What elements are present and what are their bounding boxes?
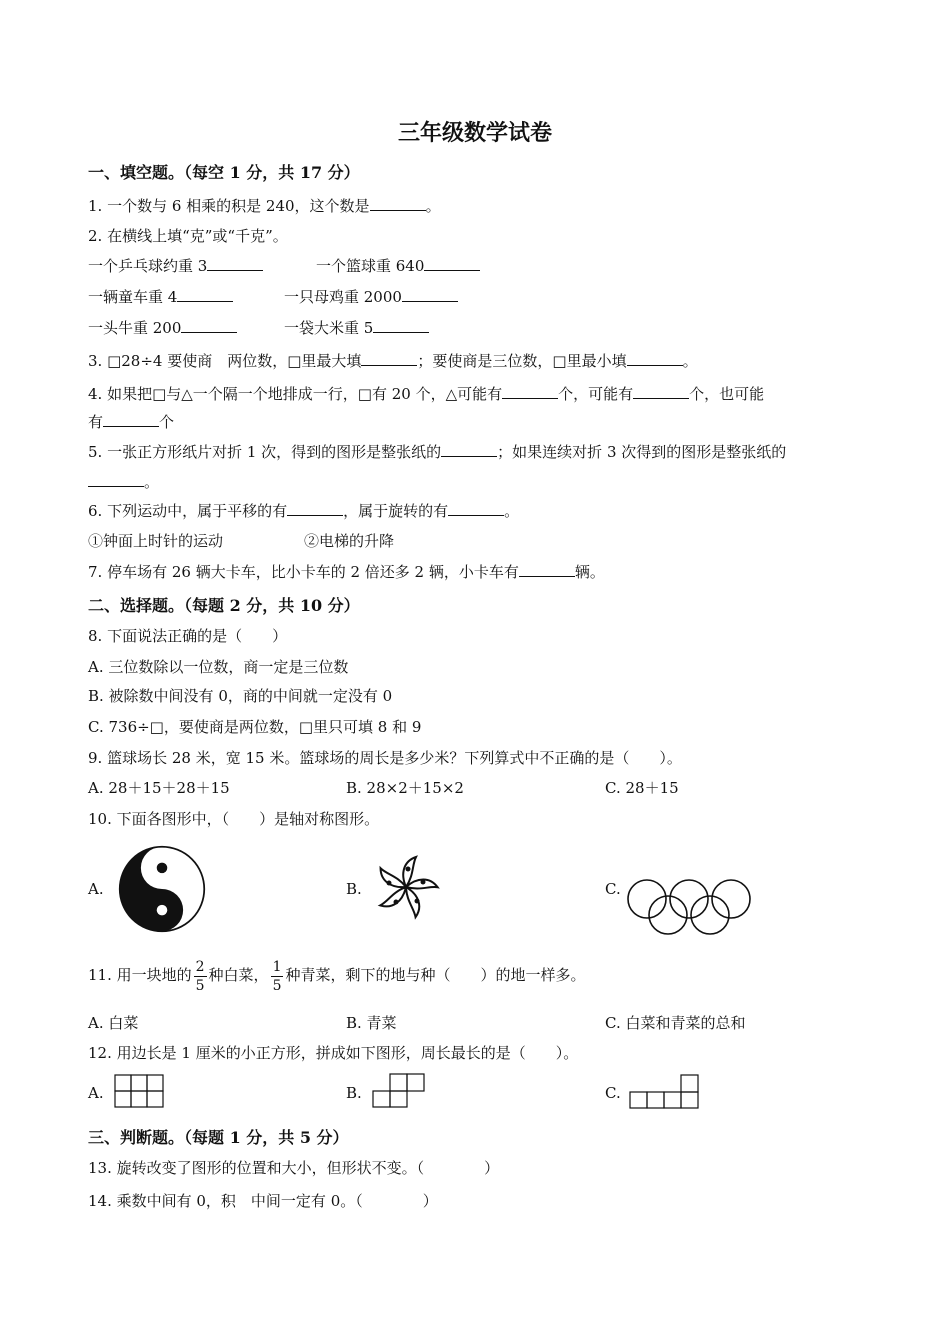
q8-option-c[interactable]: C. 736÷□，要使商是两位数，□里只可填 8 和 9 — [88, 718, 422, 736]
q2-item-6-blank[interactable] — [373, 318, 429, 333]
q3-text-b: ；要使商是三位数，□里最小填 — [417, 352, 627, 370]
question-7 — [88, 562, 605, 582]
fraction-1-denominator: 5 — [195, 977, 205, 994]
q2-item-4-blank[interactable] — [402, 287, 458, 302]
grid-shape-a — [114, 1074, 166, 1110]
q6-blank-1[interactable] — [287, 501, 343, 516]
q6-option-2: ②电梯的升降 — [304, 532, 395, 550]
q5-text-b: ；如果连续对折 3 次得到的图形是整张纸的 — [497, 443, 787, 461]
q11-option-b[interactable]: B. 青菜 — [346, 1014, 397, 1032]
q12-option-a[interactable]: A. — [88, 1084, 104, 1102]
q9-option-c[interactable]: C. 28＋15 — [605, 779, 679, 797]
grid-shape-c — [629, 1073, 701, 1111]
question-5 — [88, 442, 786, 462]
question-8: 8. 下面说法正确的是（ ） — [88, 627, 288, 645]
q5-text-a: 5. 一张正方形纸片对折 1 次，得到的图形是整张纸的 — [88, 443, 442, 461]
q4-text-e: 个 — [159, 413, 175, 431]
q2-item-5-blank[interactable] — [181, 318, 237, 333]
question-2: 2. 在横线上填“克”或“千克”。 — [88, 227, 288, 245]
olympic-rings-figure — [626, 877, 752, 937]
question-3 — [88, 351, 698, 371]
q3-end: 。 — [682, 352, 698, 370]
q2-item-2 — [316, 256, 480, 276]
q4-text-a: 4. 如果把□与△一个隔一个地排成一行，□有 20 个，△可能有 — [88, 385, 503, 403]
q12-option-b[interactable]: B. — [346, 1084, 362, 1102]
section-choice: 二、选择题。（每题 2 分，共 10 分） — [88, 596, 360, 615]
yin-yang-figure — [118, 845, 206, 933]
question-9: 9. 篮球场长 28 米，宽 15 米。篮球场的周长是多少米？下列算式中不正确的是（ ）。 — [88, 749, 682, 767]
q2-item-1 — [88, 256, 263, 276]
q11-option-a[interactable]: A. 白菜 — [88, 1014, 139, 1032]
q8-option-a[interactable]: A. 三位数除以一位数，商一定是三位数 — [88, 658, 349, 676]
q2-item-5 — [88, 318, 237, 338]
fraction-one-fifth — [271, 958, 284, 995]
fraction-2-numerator: 1 — [272, 958, 282, 975]
question-1 — [88, 196, 441, 216]
q11-text-a: 11. 用一块地的 — [88, 966, 192, 984]
section-true-false: 三、判断题。（每题 1 分，共 5 分） — [88, 1128, 349, 1147]
q7-text: 7. 停车场有 26 辆大卡车，比小卡车的 2 倍还多 2 辆，小卡车有 — [88, 563, 519, 581]
q2-item-1-text: 一个乒乓球约重 3 — [88, 257, 208, 275]
q2-item-6-text: 一袋大米重 5 — [284, 319, 374, 337]
q6-text-b: ，属于旋转的有 — [343, 502, 449, 520]
q3-text-a: 3. □28÷4 要使商 两位数，□里最大填 — [88, 352, 362, 370]
q4-blank-3[interactable] — [103, 412, 159, 427]
q4-text-b: 个，可能有 — [558, 385, 634, 403]
q1-end: 。 — [425, 197, 441, 215]
question-12: 12. 用边长是 1 厘米的小正方形，拼成如下图形，周长最长的是（ ）。 — [88, 1044, 579, 1062]
q4-text-c: 个，也可能 — [689, 385, 765, 403]
q9-option-b[interactable]: B. 28×2＋15×2 — [346, 779, 464, 797]
q1-blank[interactable] — [370, 196, 426, 211]
q10-option-c[interactable]: C. — [605, 880, 621, 898]
question-4 — [88, 384, 764, 404]
fraction-two-fifths — [194, 958, 207, 995]
question-14: 14. 乘数中间有 0，积 中间一定有 0。（ ） — [88, 1192, 438, 1210]
q7-blank[interactable] — [519, 562, 575, 577]
q2-item-6 — [284, 318, 429, 338]
q3-blank-1[interactable] — [361, 351, 417, 366]
q1-text: 1. 一个数与 6 相乘的积是 240，这个数是 — [88, 197, 370, 215]
q4-text-d: 有 — [88, 413, 104, 431]
question-13: 13. 旋转改变了图形的位置和大小，但形状不变。（ ） — [88, 1159, 500, 1177]
question-10: 10. 下面各图形中，（ ）是轴对称图形。 — [88, 810, 380, 828]
q9-option-a[interactable]: A. 28＋15＋28＋15 — [88, 779, 230, 797]
q5-blank-2[interactable] — [88, 472, 144, 487]
question-5-cont — [88, 472, 159, 492]
q2-item-4-text: 一只母鸡重 2000 — [284, 288, 402, 306]
q2-item-2-text: 一个篮球重 640 — [316, 257, 425, 275]
q2-item-2-blank[interactable] — [424, 256, 480, 271]
q2-item-3 — [88, 287, 233, 307]
q11-text-c: 种青菜，剩下的地与种（ ）的地一样多。 — [285, 966, 586, 984]
q11-option-c[interactable]: C. 白菜和青菜的总和 — [605, 1014, 746, 1032]
q6-option-1: ①钟面上时针的运动 — [88, 532, 224, 550]
bauhinia-flower-figure — [368, 854, 444, 920]
fraction-1-numerator: 2 — [195, 958, 205, 975]
q7-end: 辆。 — [574, 563, 605, 581]
q4-blank-2[interactable] — [633, 384, 689, 399]
q6-blank-2[interactable] — [448, 501, 504, 516]
q2-item-3-text: 一辆童车重 4 — [88, 288, 178, 306]
q12-option-c[interactable]: C. — [605, 1084, 621, 1102]
q2-item-1-blank[interactable] — [207, 256, 263, 271]
q5-end: 。 — [144, 473, 160, 491]
q6-text-a: 6. 下列运动中，属于平移的有 — [88, 502, 288, 520]
grid-shape-b — [371, 1073, 427, 1109]
q8-option-b[interactable]: B. 被除数中间没有 0，商的中间就一定没有 0 — [88, 687, 393, 705]
q6-end: 。 — [504, 502, 520, 520]
q3-blank-2[interactable] — [627, 351, 683, 366]
q5-blank-1[interactable] — [441, 442, 497, 457]
page-title: 三年级数学试卷 — [397, 120, 552, 146]
q4-blank-1[interactable] — [502, 384, 558, 399]
fraction-2-denominator: 5 — [272, 977, 282, 994]
question-4-cont — [88, 412, 174, 432]
q11-text-b: 种白菜， — [208, 966, 269, 984]
q2-item-3-blank[interactable] — [177, 287, 233, 302]
q2-item-5-text: 一头牛重 200 — [88, 319, 182, 337]
question-6 — [88, 501, 519, 521]
q2-item-4 — [284, 287, 458, 307]
question-11 — [88, 950, 586, 1000]
q10-option-b[interactable]: B. — [346, 880, 362, 898]
section-fill-blank: 一、填空题。（每空 1 分，共 17 分） — [88, 163, 360, 182]
q10-option-a[interactable]: A. — [88, 880, 104, 898]
